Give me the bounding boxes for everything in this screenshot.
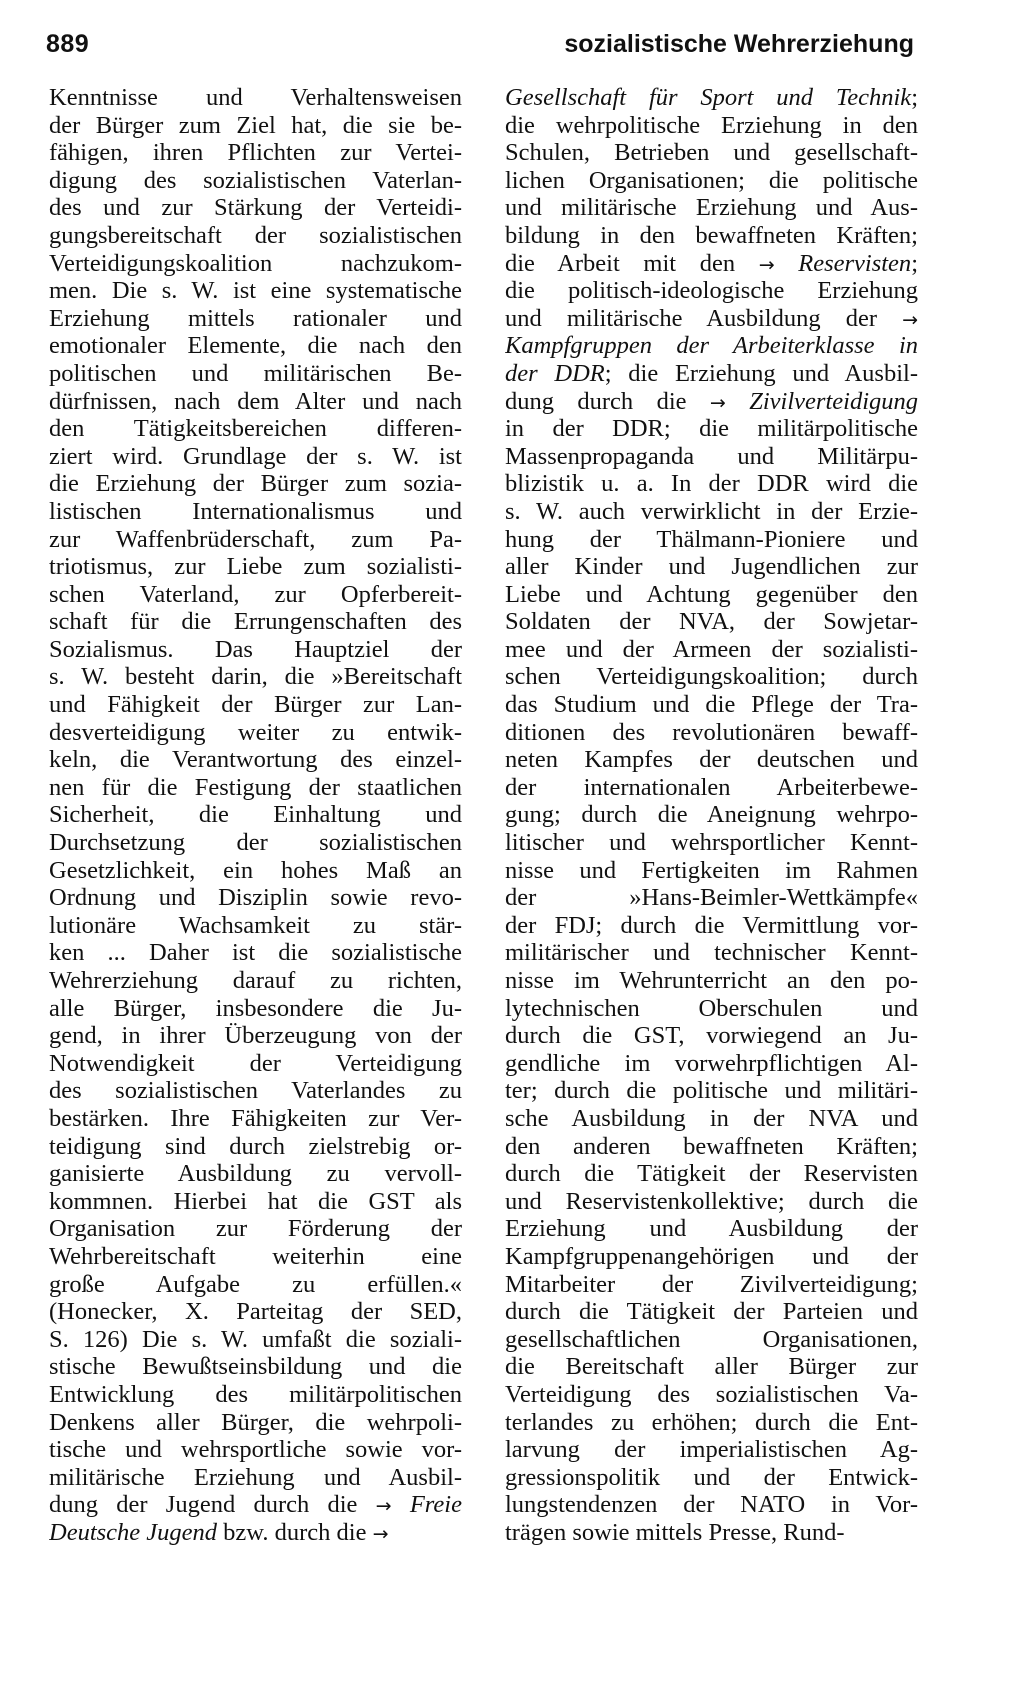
text-line xyxy=(49,305,462,333)
text-segment: die Bereitschaft aller Bürger zur xyxy=(505,1353,918,1381)
text-segment: bestärken. Ihre Fähigkeiten zur Ver- xyxy=(49,1104,462,1132)
text-segment: und Reservistenkollektive; durch die xyxy=(505,1187,918,1215)
cross-reference-arrow-icon: → xyxy=(372,1522,389,1545)
text-segment: Massenpropaganda und Militärpu- xyxy=(505,442,918,470)
text-line xyxy=(505,995,918,1023)
text-segment: emotionaler Elemente, die nach den xyxy=(49,332,462,360)
italic-term: Freie xyxy=(391,1491,462,1519)
running-head: sozialistische Wehrerziehung xyxy=(564,30,914,58)
text-line xyxy=(49,967,462,995)
text-segment: gungsbereitschaft der sozialistischen xyxy=(49,221,462,249)
text-line xyxy=(49,498,462,526)
text-line xyxy=(505,443,918,471)
text-line xyxy=(505,912,918,940)
text-segment: Liebe und Achtung gegenüber den xyxy=(505,580,918,608)
text-segment: schen Vaterland, zur Opferbereit- xyxy=(49,580,462,608)
cross-reference-arrow-icon: → xyxy=(375,1495,392,1518)
text-line xyxy=(505,84,918,112)
text-segment: digung des sozialistischen Vaterlan- xyxy=(49,166,462,194)
text-segment: durch die GST, vorwiegend an Ju- xyxy=(505,1022,918,1050)
text-segment: alle Bürger, insbesondere die Ju- xyxy=(49,994,462,1022)
text-segment: S. 126) Die s. W. umfaßt die soziali- xyxy=(49,1325,462,1353)
italic-term: Deutsche Jugend xyxy=(49,1518,218,1546)
text-line xyxy=(505,801,918,829)
text-line xyxy=(505,746,918,774)
text-line xyxy=(49,636,462,664)
text-segment: der »Hans-Beimler-Wettkämpfe« xyxy=(505,884,918,912)
text-segment: den Tätigkeitsbereichen differen- xyxy=(49,415,462,443)
italic-term: Zivilverteidigung xyxy=(725,387,918,415)
text-line xyxy=(49,581,462,609)
text-line xyxy=(49,1160,462,1188)
text-line xyxy=(505,1215,918,1243)
text-segment: trägen sowie mittels Presse, Rund- xyxy=(505,1518,845,1546)
text-segment: s. W. auch verwirklicht in der Erzie- xyxy=(505,497,918,525)
text-segment: lungstendenzen der NATO in Vor- xyxy=(505,1491,918,1519)
text-segment: dürfnissen, nach dem Alter und nach xyxy=(49,387,462,415)
text-line xyxy=(505,1326,918,1354)
text-line xyxy=(505,636,918,664)
text-line xyxy=(49,1133,462,1161)
text-segment: men. Die s. W. ist eine systematische xyxy=(49,277,462,305)
text-line xyxy=(505,1464,918,1492)
text-segment: der FDJ; durch die Vermittlung vor- xyxy=(505,911,918,939)
text-segment: litischer und wehrsportlicher Kennt- xyxy=(505,829,918,857)
text-line xyxy=(49,857,462,885)
text-line xyxy=(49,801,462,829)
text-line xyxy=(505,884,918,912)
text-line xyxy=(49,1353,462,1381)
text-line xyxy=(49,526,462,554)
text-segment: tische und wehrsportliche sowie vor- xyxy=(49,1436,462,1464)
text-line xyxy=(49,388,462,416)
text-line xyxy=(49,553,462,581)
text-line xyxy=(505,857,918,885)
text-line xyxy=(505,112,918,140)
italic-term: Kampfgruppen der Arbeiterklasse in xyxy=(505,332,918,360)
text-line xyxy=(505,1491,918,1519)
text-segment: gung; durch die Aneignung wehrpo- xyxy=(505,801,918,829)
text-line xyxy=(49,1519,462,1547)
text-line xyxy=(49,746,462,774)
text-segment: desverteidigung weiter zu entwik- xyxy=(49,718,462,746)
text-line xyxy=(49,1436,462,1464)
text-segment: nisse und Fertigkeiten im Rahmen xyxy=(505,856,918,884)
text-line xyxy=(505,1133,918,1161)
text-segment: des sozialistischen Vaterlandes zu xyxy=(49,1077,462,1105)
text-segment: dung durch die xyxy=(505,387,710,415)
text-segment: und Fähigkeit der Bürger zur Lan- xyxy=(49,691,462,719)
text-line xyxy=(49,774,462,802)
text-line xyxy=(49,995,462,1023)
text-line xyxy=(49,415,462,443)
text-line xyxy=(505,470,918,498)
text-segment: durch die Tätigkeit der Reservisten xyxy=(505,1160,918,1188)
text-segment: Sozialismus. Das Hauptziel der xyxy=(49,635,462,663)
text-segment: gendliche im vorwehrpflichtigen Al- xyxy=(505,1049,918,1077)
text-line xyxy=(49,443,462,471)
text-segment: Ordnung und Disziplin sowie revo- xyxy=(49,884,462,912)
text-segment: ziert wird. Grundlage der s. W. ist xyxy=(49,442,462,470)
text-segment: militärischer und technischer Kennt- xyxy=(505,939,918,967)
text-segment: Soldaten der NVA, der Sowjetar- xyxy=(505,608,918,636)
text-segment: hung der Thälmann-Pioniere und xyxy=(505,525,918,553)
text-line xyxy=(49,1105,462,1133)
text-line xyxy=(49,1022,462,1050)
text-segment: aller Kinder und Jugendlichen zur xyxy=(505,553,918,581)
text-segment: nen für die Festigung der staatlichen xyxy=(49,773,462,801)
text-segment: ; xyxy=(911,249,918,277)
text-line xyxy=(49,1326,462,1354)
text-line xyxy=(49,884,462,912)
text-segment: blizistik u. a. In der DDR wird die xyxy=(505,470,918,498)
text-line xyxy=(505,526,918,554)
text-segment: Erziehung und Ausbildung der xyxy=(505,1215,918,1243)
text-segment: s. W. besteht darin, die »Bereitschaft xyxy=(49,663,462,691)
text-segment: Notwendigkeit der Verteidigung xyxy=(49,1049,462,1077)
text-segment: die Arbeit mit den xyxy=(505,249,759,277)
text-line xyxy=(49,112,462,140)
text-segment: triotismus, zur Liebe zum sozialisti- xyxy=(49,553,462,581)
text-line xyxy=(505,1105,918,1133)
text-segment: Wehrerziehung darauf zu richten, xyxy=(49,967,462,994)
text-line xyxy=(505,1436,918,1464)
text-line xyxy=(505,222,918,250)
text-segment: gend, in ihrer Überzeugung von der xyxy=(49,1022,462,1050)
text-line xyxy=(505,1381,918,1409)
text-segment: große Aufgabe zu erfüllen.« xyxy=(49,1270,462,1298)
text-line xyxy=(49,1215,462,1243)
text-line xyxy=(505,829,918,857)
text-line xyxy=(49,1409,462,1437)
text-segment: schen Verteidigungskoalition; durch xyxy=(505,663,918,691)
text-line xyxy=(505,167,918,195)
text-line xyxy=(49,222,462,250)
text-segment: kommnen. Hierbei hat die GST als xyxy=(49,1187,462,1215)
text-segment: Gesetzlichkeit, ein hohes Maß an xyxy=(49,856,462,884)
text-segment: mee und der Armeen der sozialisti- xyxy=(505,635,918,663)
text-line xyxy=(49,1381,462,1409)
text-line xyxy=(49,1050,462,1078)
italic-term: Gesellschaft für Sport und Technik xyxy=(505,84,912,111)
text-line xyxy=(505,250,918,278)
text-segment: durch die Tätigkeit der Parteien und xyxy=(505,1298,918,1326)
cross-reference-arrow-icon: → xyxy=(709,391,726,414)
text-segment: (Honecker, X. Parteitag der SED, xyxy=(49,1298,462,1326)
text-line xyxy=(49,470,462,498)
text-line xyxy=(505,939,918,967)
text-segment: Mitarbeiter der Zivilverteidigung; xyxy=(505,1270,918,1298)
text-line xyxy=(49,167,462,195)
text-segment: terlandes zu erhöhen; durch die Ent- xyxy=(505,1408,918,1436)
text-line xyxy=(49,1243,462,1271)
text-segment: Organisation zur Förderung der xyxy=(49,1215,462,1243)
text-line xyxy=(505,139,918,167)
text-segment: lutionäre Wachsamkeit zu stär- xyxy=(49,911,462,939)
text-segment: in der DDR; die militärpolitische xyxy=(505,415,918,443)
text-line xyxy=(505,553,918,581)
text-segment: teidigung sind durch zielstrebig or- xyxy=(49,1132,462,1160)
text-segment: ; xyxy=(911,84,918,111)
text-segment: die Erziehung der Bürger zum sozia- xyxy=(49,470,462,498)
text-segment: militärische Erziehung und Ausbil- xyxy=(49,1463,462,1491)
text-line xyxy=(505,332,918,360)
text-line xyxy=(505,277,918,305)
text-segment: gressionspolitik und der Entwick- xyxy=(505,1463,918,1491)
italic-term: der DDR xyxy=(505,359,605,387)
text-line xyxy=(505,194,918,222)
text-segment: lichen Organisationen; die politische xyxy=(505,166,918,194)
text-line xyxy=(49,1298,462,1326)
text-segment: ken ... Daher ist die sozialistische xyxy=(49,939,462,967)
text-line xyxy=(505,305,918,333)
text-segment: ganisierte Ausbildung zu vervoll- xyxy=(49,1160,462,1188)
text-segment: der internationalen Arbeiterbewe- xyxy=(505,773,918,801)
text-segment: die politisch-ideologische Erziehung xyxy=(505,277,918,305)
text-line xyxy=(49,277,462,305)
text-line xyxy=(49,360,462,388)
text-segment: fähigen, ihren Pflichten zur Vertei- xyxy=(49,139,462,167)
cross-reference-arrow-icon: → xyxy=(758,253,775,276)
text-segment: bzw. durch die xyxy=(217,1518,373,1546)
text-line xyxy=(505,1077,918,1105)
text-line xyxy=(49,1077,462,1105)
text-segment: keln, die Verantwortung des einzel- xyxy=(49,746,462,774)
text-segment: den anderen bewaffneten Kräften; xyxy=(505,1132,918,1160)
text-segment: politischen und militärischen Be- xyxy=(49,359,462,387)
text-line xyxy=(505,1271,918,1299)
page-number: 889 xyxy=(46,30,90,58)
text-segment: stische Bewußtseinsbildung und die xyxy=(49,1353,462,1381)
text-line xyxy=(49,1491,462,1519)
text-segment: Wehrbereitschaft weiterhin eine xyxy=(49,1242,462,1270)
text-segment: Kampfgruppenangehörigen und der xyxy=(505,1242,918,1270)
text-line xyxy=(505,1243,918,1271)
text-line xyxy=(505,1519,918,1547)
text-segment: Sicherheit, die Einhaltung und xyxy=(49,801,462,829)
text-segment: Verteidigung des sozialistischen Va- xyxy=(505,1380,918,1408)
text-line xyxy=(505,663,918,691)
cross-reference-arrow-icon: → xyxy=(902,308,918,331)
text-line xyxy=(505,498,918,526)
left-text-column xyxy=(49,84,462,1546)
text-line xyxy=(505,581,918,609)
text-line xyxy=(505,388,918,416)
text-line xyxy=(505,608,918,636)
text-segment: nisse im Wehrunterricht an den po- xyxy=(505,967,918,994)
text-line xyxy=(505,1160,918,1188)
text-line xyxy=(505,967,918,995)
text-line xyxy=(49,332,462,360)
text-segment: zur Waffenbrüderschaft, zum Pa- xyxy=(49,525,462,553)
text-line xyxy=(49,250,462,278)
text-segment: dung der Jugend durch die xyxy=(49,1491,376,1519)
text-line xyxy=(505,415,918,443)
text-segment: gesellschaftlichen Organisationen, xyxy=(505,1325,918,1353)
text-segment: Kenntnisse und Verhaltensweisen xyxy=(49,84,462,111)
text-line xyxy=(49,139,462,167)
text-segment: neten Kampfes der deutschen und xyxy=(505,746,918,774)
text-line xyxy=(49,1464,462,1492)
italic-term: Reservisten xyxy=(774,249,912,277)
text-segment: sche Ausbildung in der NVA und xyxy=(505,1104,918,1132)
text-segment: Denkens aller Bürger, die wehrpoli- xyxy=(49,1408,462,1436)
text-line xyxy=(505,1409,918,1437)
text-line xyxy=(49,691,462,719)
text-line xyxy=(505,1353,918,1381)
text-line xyxy=(49,663,462,691)
text-segment: ter; durch die politische und militäri- xyxy=(505,1077,918,1105)
text-segment: der Bürger zum Ziel hat, die sie be- xyxy=(49,111,462,139)
text-segment: listischen Internationalismus und xyxy=(49,497,462,525)
text-segment: bildung in den bewaffneten Kräften; xyxy=(505,221,918,249)
text-line xyxy=(505,1022,918,1050)
text-line xyxy=(505,719,918,747)
text-segment: larvung der imperialistischen Ag- xyxy=(505,1436,918,1464)
text-line xyxy=(49,829,462,857)
text-segment: Verteidigungskoalition nachzukom- xyxy=(49,249,462,277)
text-line xyxy=(505,1298,918,1326)
text-segment: und militärische Erziehung und Aus- xyxy=(505,194,918,222)
text-line xyxy=(49,912,462,940)
text-segment: schaft für die Errungenschaften des xyxy=(49,608,462,636)
text-line xyxy=(505,691,918,719)
text-line xyxy=(49,719,462,747)
text-line xyxy=(49,194,462,222)
text-segment: des und zur Stärkung der Verteidi- xyxy=(49,194,462,222)
text-segment: Schulen, Betrieben und gesellschaft- xyxy=(505,139,918,167)
text-line xyxy=(505,360,918,388)
text-line xyxy=(505,774,918,802)
text-segment: das Studium und die Pflege der Tra- xyxy=(505,691,918,719)
text-line xyxy=(49,1271,462,1299)
text-segment: ditionen des revolutionären bewaff- xyxy=(505,718,918,746)
text-line xyxy=(49,1188,462,1216)
page-header xyxy=(46,30,914,66)
text-line xyxy=(505,1050,918,1078)
right-text-column xyxy=(505,84,918,1546)
text-segment: und militärische Ausbildung der xyxy=(505,304,903,332)
text-segment: ; die Erziehung und Ausbil- xyxy=(604,359,918,387)
text-segment: lytechnischen Oberschulen und xyxy=(505,994,918,1022)
text-segment: Durchsetzung der sozialistischen xyxy=(49,829,462,857)
text-line xyxy=(49,608,462,636)
text-segment: Erziehung mittels rationaler und xyxy=(49,304,462,332)
text-segment: die wehrpolitische Erziehung in den xyxy=(505,111,918,139)
text-line xyxy=(49,939,462,967)
text-line xyxy=(505,1188,918,1216)
text-segment: Entwicklung des militärpolitischen xyxy=(49,1380,462,1408)
text-line xyxy=(49,84,462,112)
